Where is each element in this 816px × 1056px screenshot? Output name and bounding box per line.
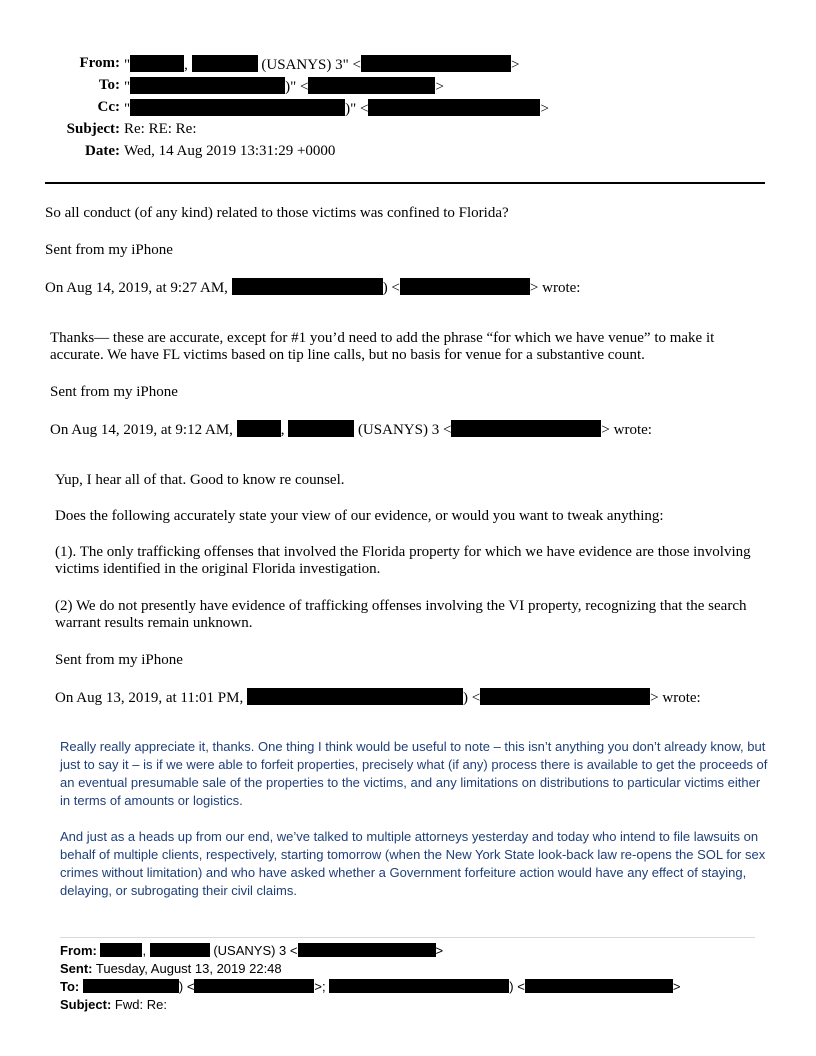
message-paragraph: And just as a heads up from our end, we’ve talked to multiple attorneys yesterday and today who intend to file lawsuits on behalf of multiple clients, respectively, starting tomorrow (when the New York State look-back law re-opens the SOL for sex crimes without limitation) and who have asked whether a Government forfeiture action would have any effect of staying, delaying, or subrogating their civil claims. (60, 829, 766, 898)
cc-label: Cc: (97, 99, 120, 115)
redaction-block (368, 99, 540, 116)
cc-value: " )" < > (124, 101, 549, 117)
redaction-block (298, 943, 436, 957)
message-paragraph: Yup, I hear all of that. Good to know re counsel. (55, 472, 345, 488)
redaction-block (192, 55, 258, 72)
quote-attribution: On Aug 14, 2019, at 9:27 AM, ) < > wrote: (45, 280, 581, 296)
redaction-block (451, 420, 601, 437)
to-label: To: (98, 77, 120, 93)
message-paragraph: (1). The only trafficking offenses that involved the Florida property for which we have evidence are those involving victims identified in the original Florida investigation. (55, 544, 751, 577)
redaction-block (130, 77, 285, 94)
subject-label: Subject: (66, 121, 120, 137)
forward-to: To: ) < >; ) < > (60, 979, 681, 994)
redaction-block (232, 278, 383, 295)
redaction-block (130, 99, 345, 116)
redaction-block (194, 979, 314, 993)
message-body: So all conduct (of any kind) related to those victims was confined to Florida? (45, 205, 509, 221)
redaction-block (130, 55, 184, 72)
sent-from-iphone: Sent from my iPhone (55, 652, 183, 668)
from-value: " , (USANYS) 3" < > (124, 57, 520, 73)
date-label: Date: (85, 143, 120, 159)
forward-from: From: , (USANYS) 3 < > (60, 943, 444, 958)
forward-sent: Sent: Tuesday, August 13, 2019 22:48 (60, 961, 282, 976)
sent-from-iphone: Sent from my iPhone (45, 242, 173, 258)
sent-from-iphone: Sent from my iPhone (50, 384, 178, 400)
forward-divider (60, 937, 755, 938)
redaction-block (361, 55, 511, 72)
redaction-block (100, 943, 142, 957)
redaction-block (480, 688, 650, 705)
message-paragraph: Does the following accurately state your view of our evidence, or would you want to tweak anything: (55, 508, 664, 524)
from-label: From: (79, 55, 120, 71)
message-body: Thanks— these are accurate, except for #1 you’d need to add the phrase “for which we have venue” to make it accurate. We have FL victims based on tip line calls, but no basis for venue for a substantive count. (50, 330, 715, 363)
redaction-block (150, 943, 210, 957)
message-paragraph: Really really appreciate it, thanks. One thing I think would be useful to note – this isn’t anything you don’t already know, but just to say it – is if we were able to forfeit properties, precisely what (if any) process there is available to get the proceeds of an eventual presumable sale of the properties to the victims, and any limitations on distributions to particular victims either in terms of amounts or logistics. (60, 739, 768, 808)
redaction-block (237, 420, 281, 437)
quote-attribution: On Aug 14, 2019, at 9:12 AM, , (USANYS) 3 < > wrote: (50, 422, 652, 438)
to-value: " )" < > (124, 79, 444, 95)
redaction-block (288, 420, 354, 437)
redaction-block (400, 278, 530, 295)
redaction-block (308, 77, 435, 94)
header-divider (45, 182, 765, 184)
redaction-block (329, 979, 509, 993)
redaction-block (247, 688, 463, 705)
redaction-block (525, 979, 673, 993)
message-paragraph: (2) We do not presently have evidence of trafficking offenses involving the VI property, recognizing that the search warrant results remain unknown. (55, 598, 747, 631)
redaction-block (83, 979, 179, 993)
forward-subject: Subject: Fwd: Re: (60, 997, 167, 1012)
date-value: Wed, 14 Aug 2019 13:31:29 +0000 (124, 143, 336, 159)
subject-value: Re: RE: Re: (124, 121, 197, 137)
quote-attribution: On Aug 13, 2019, at 11:01 PM, ) < > wrote: (55, 690, 701, 706)
